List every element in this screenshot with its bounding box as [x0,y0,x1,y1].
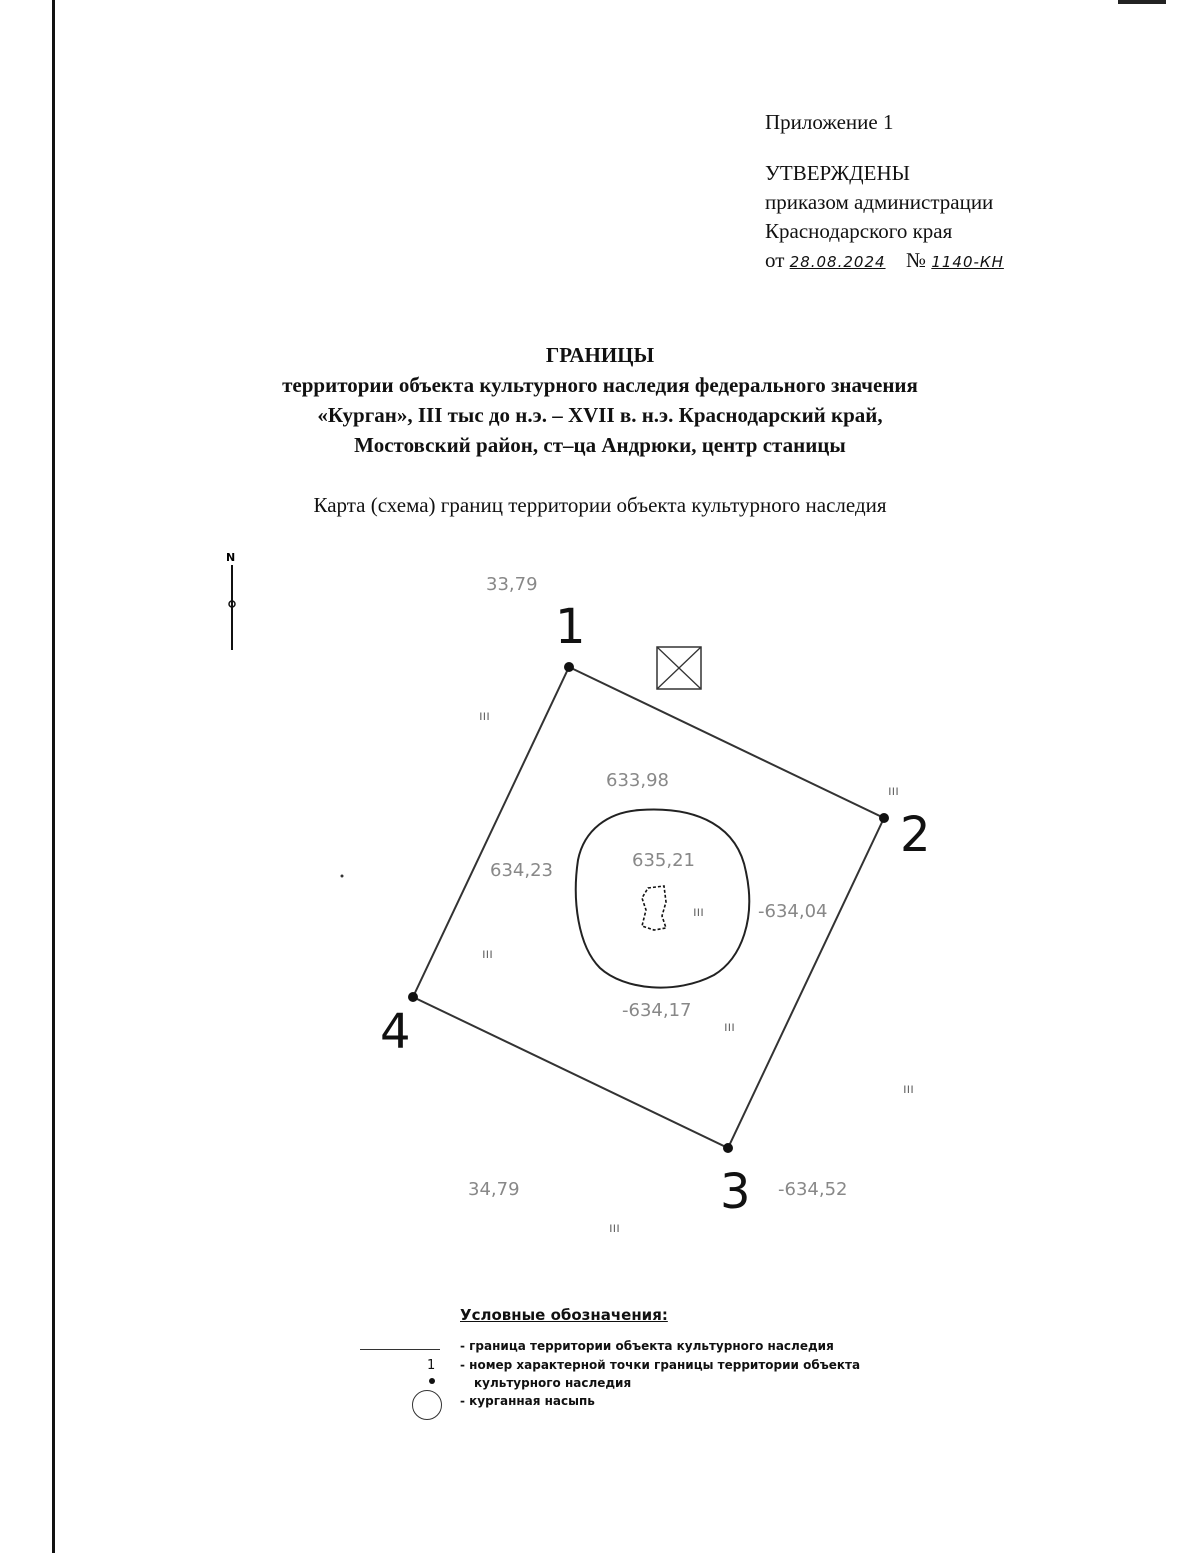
point-label-3: 3 [720,1164,751,1220]
boundary-point-1 [564,662,574,672]
scan-speck [341,875,344,878]
grass-symbol: ııı [479,709,490,724]
point-label-4: 4 [380,1004,411,1060]
grass-symbol: ııı [903,1082,914,1097]
title-heading: ГРАНИЦЫ [545,343,655,367]
elevation-label: 633,98 [606,770,669,791]
appendix-label: Приложение 1 [765,110,894,134]
legend-point-desc-cont: культурного наследия [474,1376,632,1390]
legend-mound-circle-symbol [412,1390,442,1420]
mound-contour [576,810,749,988]
elevation-label: 33,79 [486,574,538,595]
legend-point-symbol [427,1358,435,1388]
legend-title: Условные обозначения: [460,1306,668,1324]
grass-symbol: ııı [609,1221,620,1236]
elevation-label: 634,23 [490,860,553,881]
grass-symbol: ııı [693,905,704,920]
date-value: 28.08.2024 [789,253,886,271]
elevation-label: -634,52 [778,1179,848,1200]
approved-label: УТВЕРЖДЕНЫ [765,161,910,185]
point-label-1: 1 [555,599,586,655]
mound-center-symbol [642,886,666,930]
elevation-label: 635,21 [632,850,695,871]
approval-line-2: Краснодарского края [765,219,953,243]
date-prefix: от [765,248,785,272]
legend-point-number: 1 [427,1358,436,1373]
elevation-label: -634,04 [758,901,828,922]
grass-symbol: ııı [482,947,493,962]
boundary-point-4 [408,992,418,1002]
map-subtitle: Карта (схема) границ территории объекта культурного наследия [313,493,887,517]
legend-point-dot [429,1378,435,1384]
north-arrow [226,551,235,650]
north-label: N [226,551,236,564]
legend-boundary-desc: - граница территории объекта культурного наследия [460,1339,834,1353]
approval-line-1: приказом администрации [765,190,994,214]
legend-mound-desc: - курганная насыпь [460,1394,595,1408]
boundary-point-3 [723,1143,733,1153]
title-line-2: «Курган», III тыс до н.э. – XVII в. н.э. Краснодарский край, [317,403,883,427]
legend-point-desc: - номер характерной точки границы территории объекта [460,1358,861,1372]
elevation-label: 34,79 [468,1179,520,1200]
grass-symbol: ııı [888,784,899,799]
grass-symbol: ııı [724,1020,735,1035]
title-line-1: территории объекта культурного наследия федерального значения [282,373,918,397]
title-line-3: Мостовский район, ст–ца Андрюки, центр станицы [354,433,846,457]
legend-boundary-line-symbol [360,1349,440,1350]
elevation-label: -634,17 [622,1000,692,1021]
point-label-2: 2 [900,807,931,863]
number-prefix: № [906,248,927,272]
monument-symbol [657,647,701,689]
number-value: 1140-КН [931,253,1004,271]
boundary-point-2 [879,813,889,823]
